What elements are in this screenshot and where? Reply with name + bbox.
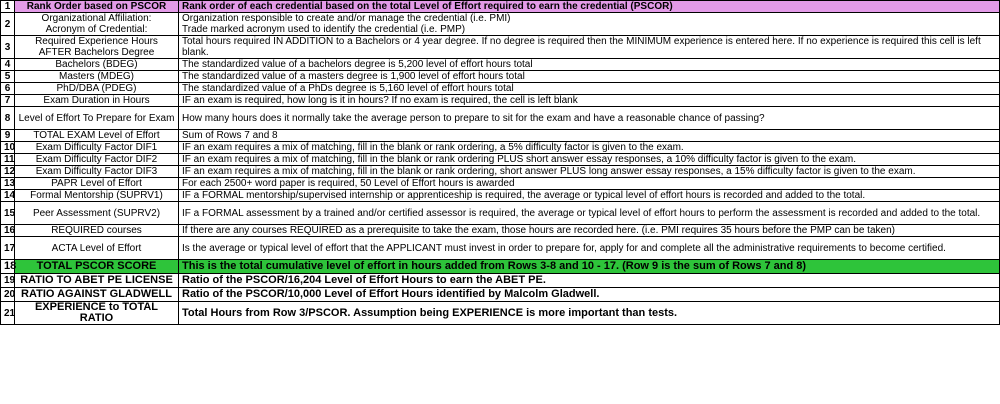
label-cell[interactable]: Required Experience Hours AFTER Bachelors Degree — [15, 36, 179, 59]
description-cell[interactable]: IF an exam is required, how long is it in hours? If no exam is required, the cell is left blank — [179, 95, 1000, 107]
label-cell[interactable]: TOTAL PSCOR SCORE — [15, 260, 179, 274]
row-number-cell[interactable]: 5 — [1, 71, 15, 83]
description-cell[interactable]: IF an exam requires a mix of matching, fill in the blank or rank ordering, a 5% difficulty factor is given to the exam. — [179, 142, 1000, 154]
table-row — [1, 107, 1000, 130]
row-number-cell[interactable]: 15 — [1, 202, 15, 225]
table-row — [1, 59, 1000, 71]
table-row — [1, 83, 1000, 95]
row-number-cell[interactable]: 14 — [1, 190, 15, 202]
description-cell[interactable]: For each 2500+ word paper is required, 50 Level of Effort hours is awarded — [179, 178, 1000, 190]
description-cell[interactable]: Organization responsible to create and/or manage the credential (i.e. PMI) Trade marked acronym used to identify the credential (i.e. PMP) — [179, 13, 1000, 36]
label-cell[interactable]: Formal Mentorship (SUPRV1) — [15, 190, 179, 202]
definitions-table-body — [1, 1, 1000, 325]
description-cell[interactable]: IF a FORMAL mentorship/supervised internship or apprenticeship is required, the average or typical level of effort hours is recorded and added to the total. — [179, 190, 1000, 202]
description-cell[interactable]: Sum of Rows 7 and 8 — [179, 130, 1000, 142]
label-cell[interactable]: EXPERIENCE to TOTAL RATIO — [15, 302, 179, 325]
row-number-cell[interactable]: 7 — [1, 95, 15, 107]
row-number-cell[interactable]: 16 — [1, 225, 15, 237]
row-number-cell[interactable]: 10 — [1, 142, 15, 154]
row-number-cell[interactable]: 4 — [1, 59, 15, 71]
table-row — [1, 178, 1000, 190]
label-cell[interactable]: REQUIRED courses — [15, 225, 179, 237]
label-cell[interactable]: Peer Assessment (SUPRV2) — [15, 202, 179, 225]
label-cell[interactable]: Level of Effort To Prepare for Exam — [15, 107, 179, 130]
label-cell[interactable]: Rank Order based on PSCOR — [15, 1, 179, 13]
row-number-cell[interactable]: 2 — [1, 13, 15, 36]
table-row — [1, 260, 1000, 274]
label-cell[interactable]: Masters (MDEG) — [15, 71, 179, 83]
label-cell[interactable]: Exam Difficulty Factor DIF2 — [15, 154, 179, 166]
table-row — [1, 36, 1000, 59]
table-row — [1, 225, 1000, 237]
row-number-cell[interactable]: 11 — [1, 154, 15, 166]
table-row — [1, 154, 1000, 166]
row-number-cell[interactable]: 17 — [1, 237, 15, 260]
label-cell[interactable]: Organizational Affiliation: Acronym of Credential: — [15, 13, 179, 36]
label-cell[interactable]: PhD/DBA (PDEG) — [15, 83, 179, 95]
table-row — [1, 166, 1000, 178]
description-cell[interactable]: Total hours required IN ADDITION to a Bachelors or 4 year degree. If no degree is required then the MINIMUM experience is entered here. If no experience is required this cell is left blank. — [179, 36, 1000, 59]
label-cell[interactable]: ACTA Level of Effort — [15, 237, 179, 260]
description-cell[interactable]: Rank order of each credential based on the total Level of Effort required to earn the credential (PSCOR) — [179, 1, 1000, 13]
table-row — [1, 142, 1000, 154]
table-row — [1, 302, 1000, 325]
label-cell[interactable]: Exam Difficulty Factor DIF3 — [15, 166, 179, 178]
description-cell[interactable]: Is the average or typical level of effort that the APPLICANT must invest in order to prepare for, apply for and complete all the administrative requirements to become certified. — [179, 237, 1000, 260]
label-cell[interactable]: PAPR Level of Effort — [15, 178, 179, 190]
description-cell[interactable]: The standardized value of a masters degree is 1,900 level of effort hours total — [179, 71, 1000, 83]
label-cell[interactable]: Bachelors (BDEG) — [15, 59, 179, 71]
description-cell[interactable]: Total Hours from Row 3/PSCOR. Assumption being EXPERIENCE is more important than tests. — [179, 302, 1000, 325]
table-row — [1, 71, 1000, 83]
table-row — [1, 202, 1000, 225]
label-cell[interactable]: RATIO AGAINST GLADWELL — [15, 288, 179, 302]
description-cell[interactable]: Ratio of the PSCOR/10,000 Level of Effort Hours identified by Malcolm Gladwell. — [179, 288, 1000, 302]
row-number-cell[interactable]: 20 — [1, 288, 15, 302]
table-row — [1, 1, 1000, 13]
row-number-cell[interactable]: 6 — [1, 83, 15, 95]
row-number-cell[interactable]: 21 — [1, 302, 15, 325]
row-number-cell[interactable]: 19 — [1, 274, 15, 288]
description-cell[interactable]: The standardized value of a bachelors degree is 5,200 level of effort hours total — [179, 59, 1000, 71]
row-number-cell[interactable]: 12 — [1, 166, 15, 178]
table-row — [1, 274, 1000, 288]
label-cell[interactable]: Exam Difficulty Factor DIF1 — [15, 142, 179, 154]
label-cell[interactable]: RATIO TO ABET PE LICENSE — [15, 274, 179, 288]
description-cell[interactable]: The standardized value of a PhDs degree is 5,160 level of effort hours total — [179, 83, 1000, 95]
row-number-cell[interactable]: 8 — [1, 107, 15, 130]
table-row — [1, 288, 1000, 302]
description-cell[interactable]: IF an exam requires a mix of matching, fill in the blank or rank ordering, short answer PLUS long answer essay responses, a 15% difficulty factor is given to the exam. — [179, 166, 1000, 178]
table-row — [1, 95, 1000, 107]
table-row — [1, 13, 1000, 36]
description-cell[interactable]: If there are any courses REQUIRED as a prerequisite to take the exam, those hours are recorded here. (i.e. PMI requires 35 hours before the PMP can be taken) — [179, 225, 1000, 237]
description-cell[interactable]: How many hours does it normally take the average person to prepare to sit for the exam and have a reasonable chance of passing? — [179, 107, 1000, 130]
table-row — [1, 190, 1000, 202]
row-number-cell[interactable]: 3 — [1, 36, 15, 59]
description-cell[interactable]: IF a FORMAL assessment by a trained and/or certified assessor is required, the average or typical level of effort hours to perform the assessment is recorded and added to the total. — [179, 202, 1000, 225]
row-number-cell[interactable]: 1 — [1, 1, 15, 13]
description-cell[interactable]: Ratio of the PSCOR/16,204 Level of Effort Hours to earn the ABET PE. — [179, 274, 1000, 288]
table-row — [1, 237, 1000, 260]
table-row — [1, 130, 1000, 142]
row-number-cell[interactable]: 9 — [1, 130, 15, 142]
label-cell[interactable]: TOTAL EXAM Level of Effort — [15, 130, 179, 142]
label-cell[interactable]: Exam Duration in Hours — [15, 95, 179, 107]
row-number-cell[interactable]: 13 — [1, 178, 15, 190]
row-number-cell[interactable]: 18 — [1, 260, 15, 274]
description-cell[interactable]: IF an exam requires a mix of matching, fill in the blank or rank ordering PLUS short answer essay responses, a 10% difficulty factor is given to the exam. — [179, 154, 1000, 166]
description-cell[interactable]: This is the total cumulative level of effort in hours added from Rows 3-8 and 10 - 17. (Row 9 is the sum of Rows 7 and 8) — [179, 260, 1000, 274]
